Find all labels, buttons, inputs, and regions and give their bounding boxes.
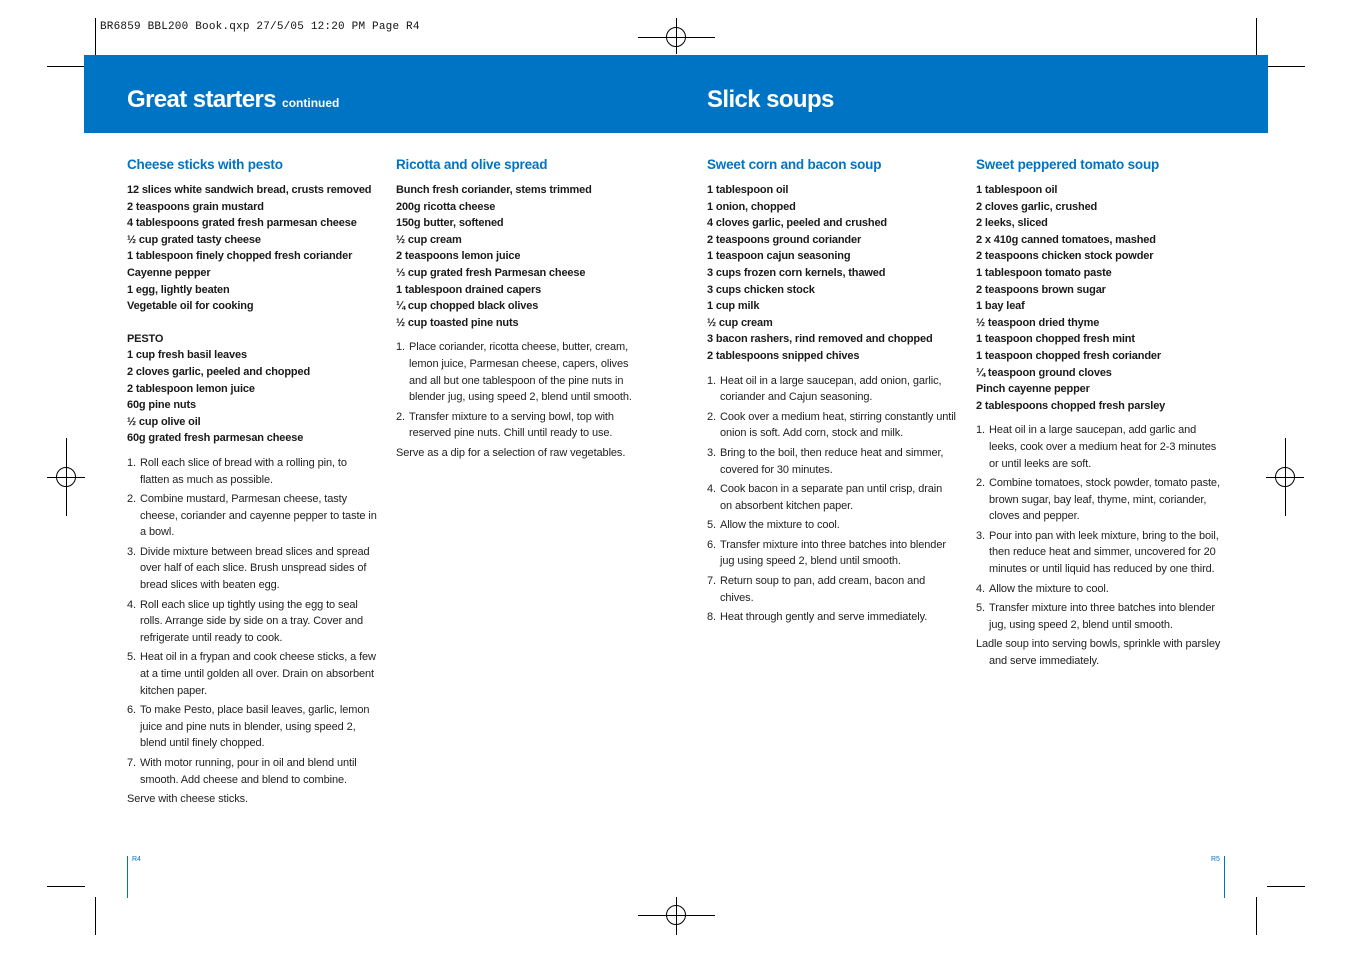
step-text: Transfer mixture into three batches into blender jug, using speed 2, blend until smooth. bbox=[989, 602, 1215, 631]
step-number: 8. bbox=[707, 611, 716, 624]
step-number: 3. bbox=[976, 529, 985, 542]
method-step bbox=[707, 573, 957, 606]
ingredient-item: 2 cloves garlic, peeled and chopped bbox=[127, 365, 311, 378]
step-number: 5. bbox=[707, 519, 716, 532]
method-step bbox=[127, 649, 377, 699]
ingredient-item: 2 teaspoons chicken stock powder bbox=[976, 250, 1154, 263]
ingredient-item: 3 bacon rashers, rind removed and chopped bbox=[707, 333, 933, 346]
step-number: 6. bbox=[127, 704, 136, 717]
ingredient-item: ¼ cup chopped black olives bbox=[396, 300, 539, 313]
step-text: Transfer mixture to a serving bowl, top with reserved pine nuts. Chill until ready to use. bbox=[409, 410, 614, 440]
step-text: Bring to the boil, then reduce heat and simmer, covered for 30 minutes. bbox=[720, 446, 944, 476]
page-number-left: R4 bbox=[132, 856, 141, 863]
method-step bbox=[707, 481, 957, 514]
ingredient-item: ½ cup cream bbox=[396, 233, 462, 246]
ingredient-item: 2 cloves garlic, crushed bbox=[976, 200, 1098, 213]
recipe-note: Serve as a dip for a selection of raw vegetables. bbox=[396, 446, 626, 459]
ingredient-item: 1 teaspoon cajun seasoning bbox=[707, 250, 851, 263]
ingredient-item: 2 tablespoon lemon juice bbox=[127, 382, 255, 395]
method-step bbox=[127, 544, 377, 594]
step-text: Heat oil in a large saucepan, add onion, garlic, coriander and Cajun seasoning. bbox=[720, 374, 942, 404]
step-number: 1. bbox=[396, 341, 405, 354]
ingredient-item: 200g ricotta cheese bbox=[396, 200, 496, 213]
step-text: To make Pesto, place basil leaves, garlic, lemon juice and pine nuts in blender, using speed 2, blend until finely chopped. bbox=[140, 704, 370, 750]
step-text: Combine mustard, Parmesan cheese, tasty cheese, coriander and cayenne pepper to taste in a bowl. bbox=[140, 493, 377, 539]
ingredient-item: 2 teaspoons brown sugar bbox=[976, 283, 1106, 296]
step-number: 5. bbox=[127, 651, 136, 664]
ingredient-item: 4 cloves garlic, peeled and crushed bbox=[707, 217, 887, 230]
step-text: Heat oil in a frypan and cook cheese sticks, a few at a time until golden all over. Drain on absorbent kitchen paper. bbox=[140, 651, 376, 697]
pesto-heading: PESTO bbox=[127, 332, 164, 345]
method-step bbox=[976, 581, 1226, 598]
ingredient-item: 12 slices white sandwich bread, crusts removed bbox=[127, 184, 372, 196]
step-text: Heat through gently and serve immediately. bbox=[720, 611, 928, 624]
ingredient-item: Cayenne pepper bbox=[127, 266, 211, 279]
recipe-corn-bacon-soup bbox=[707, 156, 957, 629]
ingredient-item: 2 tablespoons snipped chives bbox=[707, 349, 860, 362]
ingredient-item: 2 tablespoons chopped fresh parsley bbox=[976, 399, 1166, 412]
step-number: 2. bbox=[976, 477, 985, 490]
method-step bbox=[707, 609, 957, 626]
step-text: Roll each slice up tightly using the egg to seal rolls. Arrange side by side on a tray. Cover and refrigerate until ready to cook. bbox=[140, 598, 364, 644]
method-step bbox=[127, 755, 377, 788]
step-text: With motor running, pour in oil and blend until smooth. Add cheese and blend to combine. bbox=[140, 757, 357, 786]
step-number: 7. bbox=[707, 575, 716, 588]
section-title: Great starters bbox=[127, 86, 277, 113]
ingredient-item: 1 tablespoon drained capers bbox=[396, 283, 542, 296]
ingredient-item: Vegetable oil for cooking bbox=[127, 300, 254, 313]
recipe-cheese-sticks bbox=[127, 156, 377, 808]
title-suffix: continued bbox=[282, 96, 340, 110]
recipe-ricotta-spread bbox=[396, 156, 646, 462]
print-slug: BR6859 BBL200 Book.qxp 27/5/05 12:20 PM Page R4 bbox=[100, 21, 420, 33]
ingredient-item: 1 tablespoon finely chopped fresh coriander bbox=[127, 250, 353, 263]
method-step bbox=[707, 409, 957, 442]
step-text: Cook over a medium heat, stirring constantly until onion is soft. Add corn, stock and milk. bbox=[720, 410, 956, 440]
method-step bbox=[976, 600, 1226, 633]
ingredient-item: 2 x 410g canned tomatoes, mashed bbox=[976, 233, 1156, 246]
recipe-note: Serve with cheese sticks. bbox=[127, 793, 248, 806]
ingredient-item: 3 cups chicken stock bbox=[707, 283, 815, 296]
ingredient-item: 2 teaspoons lemon juice bbox=[396, 250, 521, 263]
method-step bbox=[707, 373, 957, 406]
ingredient-item: 1 tablespoon oil bbox=[976, 184, 1058, 196]
step-text: Place coriander, ricotta cheese, butter, cream, lemon juice, Parmesan cheese, capers, olives and all but one tablespoon of the pine nuts in blender jug, using speed 2, blend until smooth. bbox=[409, 341, 632, 404]
step-number: 1. bbox=[707, 374, 716, 387]
right-page-title: Slick soups bbox=[707, 86, 834, 113]
step-text: Allow the mixture to cool. bbox=[989, 582, 1109, 595]
method-step bbox=[127, 702, 377, 752]
step-text: Cook bacon in a separate pan until crisp, drain on absorbent kitchen paper. bbox=[720, 483, 943, 512]
ingredient-item: 1 teaspoon chopped fresh mint bbox=[976, 333, 1135, 346]
step-number: 5. bbox=[976, 602, 985, 615]
step-number: 4. bbox=[127, 598, 136, 611]
method-step bbox=[127, 491, 377, 541]
ingredient-item: 1 egg, lightly beaten bbox=[127, 283, 230, 296]
method-step bbox=[396, 339, 646, 405]
step-text: Roll each slice of bread with a rolling pin, to flatten as much as possible. bbox=[140, 456, 347, 486]
ingredient-item: 1 tablespoon tomato paste bbox=[976, 266, 1112, 279]
recipe-heading: Ricotta and olive spread bbox=[396, 157, 548, 172]
ingredient-item: 1 bay leaf bbox=[976, 300, 1025, 313]
ingredient-item: ½ cup grated tasty cheese bbox=[127, 233, 261, 246]
ingredient-item: 1 tablespoon oil bbox=[707, 184, 789, 196]
step-number: 7. bbox=[127, 757, 136, 769]
step-number: 2. bbox=[396, 410, 405, 423]
method-step bbox=[976, 475, 1226, 525]
method-step bbox=[707, 537, 957, 570]
step-number: 3. bbox=[707, 446, 716, 459]
recipe-tomato-soup bbox=[976, 156, 1226, 670]
method-step bbox=[707, 445, 957, 478]
ingredient-item: 150g butter, softened bbox=[396, 217, 504, 230]
page-rule-left bbox=[127, 856, 128, 898]
step-number: 4. bbox=[976, 582, 985, 595]
step-text: Divide mixture between bread slices and spread over half of each slice. Brush unspread sides of bread slices with beaten egg. bbox=[140, 545, 370, 592]
ingredient-item: ¼ teaspoon ground cloves bbox=[976, 366, 1112, 379]
ingredient-item: 60g grated fresh parmesan cheese bbox=[127, 432, 304, 445]
ingredient-item: 2 teaspoons grain mustard bbox=[127, 200, 264, 213]
method-step bbox=[127, 455, 377, 488]
ingredient-item: 1 teaspoon chopped fresh coriander bbox=[976, 349, 1161, 362]
step-number: 1. bbox=[127, 456, 136, 469]
ingredient-item: 4 tablespoons grated fresh parmesan cheese bbox=[127, 217, 357, 230]
step-number: 3. bbox=[127, 545, 136, 558]
ingredient-item: 3 cups frozen corn kernels, thawed bbox=[707, 266, 886, 279]
step-text: Combine tomatoes, stock powder, tomato paste, brown sugar, bay leaf, thyme, mint, coriander, cloves and pepper. bbox=[989, 477, 1220, 523]
step-number: 2. bbox=[127, 493, 136, 506]
ingredient-item: Pinch cayenne pepper bbox=[976, 383, 1090, 396]
page-rule-right bbox=[1224, 856, 1225, 898]
step-text: Return soup to pan, add cream, bacon and chives. bbox=[720, 575, 926, 604]
method-step bbox=[976, 528, 1226, 578]
ingredient-item: 1 cup milk bbox=[707, 300, 760, 313]
ingredient-item: 60g pine nuts bbox=[127, 399, 196, 412]
recipe-heading: Sweet peppered tomato soup bbox=[976, 157, 1160, 172]
ingredient-item: 2 leeks, sliced bbox=[976, 217, 1048, 230]
ingredient-item: 1 onion, chopped bbox=[707, 200, 796, 213]
ingredient-item: ½ teaspoon dried thyme bbox=[976, 316, 1100, 329]
step-number: 1. bbox=[976, 424, 985, 437]
method-step bbox=[396, 409, 646, 442]
recipe-heading: Sweet corn and bacon soup bbox=[707, 157, 882, 172]
method-step bbox=[127, 597, 377, 647]
ingredient-item: 2 teaspoons ground coriander bbox=[707, 233, 862, 246]
method-step bbox=[976, 422, 1226, 472]
step-text: Allow the mixture to cool. bbox=[720, 519, 840, 532]
step-text: Transfer mixture into three batches into blender jug using speed 2, blend until smooth. bbox=[720, 538, 946, 568]
step-number: 4. bbox=[707, 483, 716, 496]
step-text: Heat oil in a large saucepan, add garlic and leeks, cook over a medium heat for 2-3 minutes or until leeks are soft. bbox=[989, 424, 1217, 470]
step-number: 6. bbox=[707, 538, 716, 551]
left-page-title bbox=[127, 86, 339, 114]
method-step bbox=[707, 517, 957, 534]
recipe-heading: Cheese sticks with pesto bbox=[127, 157, 283, 172]
ingredient-item: Bunch fresh coriander, stems trimmed bbox=[396, 184, 592, 196]
ingredient-item: ½ cup olive oil bbox=[127, 415, 201, 428]
step-text: Pour into pan with leek mixture, bring to the boil, then reduce heat and simmer, uncovered for 20 minutes or until liquid has reduced by one third. bbox=[989, 529, 1219, 576]
page-number-right: R5 bbox=[1211, 856, 1220, 863]
ingredient-item: 1 cup fresh basil leaves bbox=[127, 349, 247, 362]
ingredient-item: ⅓ cup grated fresh Parmesan cheese bbox=[396, 266, 586, 279]
ingredient-item: ½ cup cream bbox=[707, 316, 773, 329]
recipe-note: Ladle soup into serving bowls, sprinkle with parsley and serve immediately. bbox=[976, 638, 1221, 668]
ingredient-item: ½ cup toasted pine nuts bbox=[396, 316, 519, 329]
step-number: 2. bbox=[707, 410, 716, 423]
